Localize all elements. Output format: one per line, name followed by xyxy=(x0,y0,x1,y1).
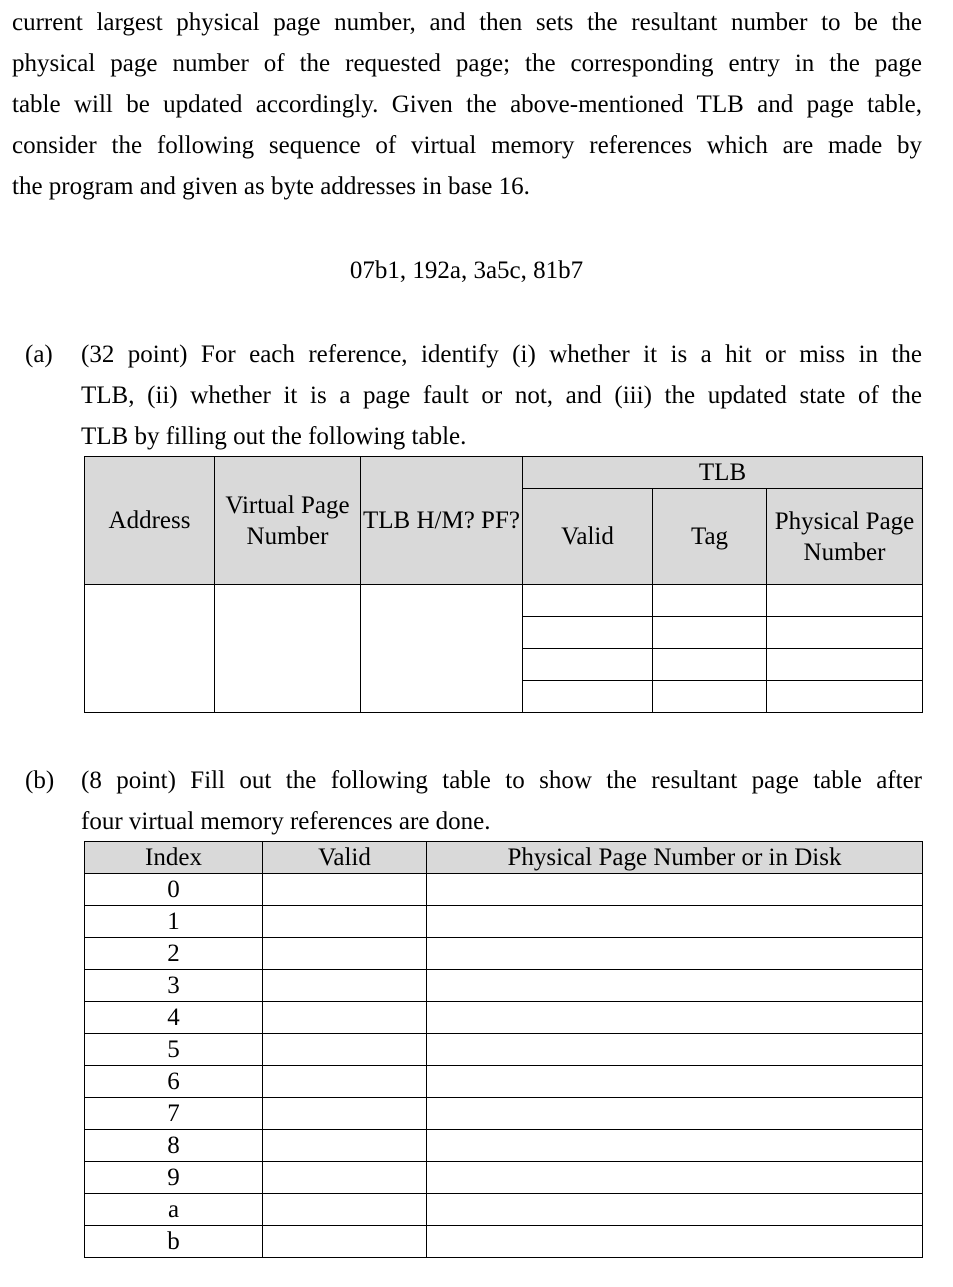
pt-ppn-cell[interactable] xyxy=(427,1002,923,1034)
tlb-valid-cell[interactable] xyxy=(523,681,653,713)
pt-index: 1 xyxy=(85,906,263,938)
tlb-valid-cell[interactable] xyxy=(523,585,653,617)
tlb-tag-cell[interactable] xyxy=(653,649,767,681)
tlb-valid-cell[interactable] xyxy=(523,649,653,681)
pt-ppn-cell[interactable] xyxy=(427,906,923,938)
table-row xyxy=(85,938,923,970)
pt-valid-cell[interactable] xyxy=(263,1034,427,1066)
pt-index: b xyxy=(85,1226,263,1258)
tlb-ppn-cell[interactable] xyxy=(767,617,923,649)
tlb-table xyxy=(84,456,923,713)
tlb-vpn-cell[interactable] xyxy=(215,585,361,713)
tlb-tag-cell[interactable] xyxy=(653,617,767,649)
pt-index: 7 xyxy=(85,1098,263,1130)
pt-valid-cell[interactable] xyxy=(263,1130,427,1162)
pt-ppn-cell[interactable] xyxy=(427,1130,923,1162)
pt-index: 4 xyxy=(85,1002,263,1034)
pt-ppn-cell[interactable] xyxy=(427,1226,923,1258)
pt-ppn-cell[interactable] xyxy=(427,874,923,906)
pt-index: 0 xyxy=(85,874,263,906)
tlb-col-ppn: Physical Page Number xyxy=(767,489,923,585)
part-b-label: (b) xyxy=(25,767,55,794)
pt-ppn-cell[interactable] xyxy=(427,1162,923,1194)
tlb-col-tag: Tag xyxy=(653,489,767,585)
pt-valid-cell[interactable] xyxy=(263,1194,427,1226)
tlb-tag-cell[interactable] xyxy=(653,681,767,713)
pt-valid-cell[interactable] xyxy=(263,970,427,1002)
tlb-col-address: Address xyxy=(85,457,215,585)
part-b-line: (8 point) Fill out the following table to show the resultant page table after xyxy=(81,767,922,794)
tlb-ppn-cell[interactable] xyxy=(767,649,923,681)
table-row xyxy=(85,1194,923,1226)
pt-index: 8 xyxy=(85,1130,263,1162)
table-row xyxy=(85,874,923,906)
table-row xyxy=(85,1066,923,1098)
table-row xyxy=(85,1162,923,1194)
pt-ppn-cell[interactable] xyxy=(427,1194,923,1226)
table-row xyxy=(85,1034,923,1066)
pt-col-index: Index xyxy=(85,842,263,874)
table-row xyxy=(85,1226,923,1258)
pt-valid-cell[interactable] xyxy=(263,874,427,906)
tlb-col-valid: Valid xyxy=(523,489,653,585)
tlb-col-vpn: Virtual Page Number xyxy=(215,457,361,585)
pt-ppn-cell[interactable] xyxy=(427,938,923,970)
address-sequence: 07b1, 192a, 3a5c, 81b7 xyxy=(349,257,584,284)
table-row xyxy=(85,906,923,938)
pt-index: 5 xyxy=(85,1034,263,1066)
pt-valid-cell[interactable] xyxy=(263,1066,427,1098)
part-b-line: four virtual memory references are done. xyxy=(81,808,491,835)
part-b-text xyxy=(81,760,922,842)
tlb-group-header: TLB xyxy=(523,457,923,489)
part-a-text xyxy=(81,334,922,457)
page-table xyxy=(84,841,923,1258)
pt-index: 2 xyxy=(85,938,263,970)
pt-valid-cell[interactable] xyxy=(263,1226,427,1258)
table-row xyxy=(85,1130,923,1162)
tlb-col-hm-pf: TLB H/M? PF? xyxy=(361,457,523,585)
pt-valid-cell[interactable] xyxy=(263,938,427,970)
pt-index: 9 xyxy=(85,1162,263,1194)
pt-ppn-cell[interactable] xyxy=(427,1034,923,1066)
pt-ppn-cell[interactable] xyxy=(427,1066,923,1098)
tlb-tag-cell[interactable] xyxy=(653,585,767,617)
pt-index: 3 xyxy=(85,970,263,1002)
part-a-line: TLB by filling out the following table. xyxy=(81,423,467,450)
pt-valid-cell[interactable] xyxy=(263,1002,427,1034)
intro-paragraph xyxy=(12,2,922,207)
tlb-address-cell[interactable] xyxy=(85,585,215,713)
pt-ppn-cell[interactable] xyxy=(427,970,923,1002)
tlb-ppn-cell[interactable] xyxy=(767,585,923,617)
intro-line: table will be updated accordingly. Given the above-mentioned TLB and page table, xyxy=(12,91,922,118)
table-row xyxy=(85,1098,923,1130)
pt-valid-cell[interactable] xyxy=(263,1098,427,1130)
tlb-valid-cell[interactable] xyxy=(523,617,653,649)
intro-line: the program and given as byte addresses in base 16. xyxy=(12,173,530,200)
pt-ppn-cell[interactable] xyxy=(427,1098,923,1130)
part-a-line: (32 point) For each reference, identify (i) whether it is a hit or miss in the xyxy=(81,341,922,368)
tlb-hm-pf-cell[interactable] xyxy=(361,585,523,713)
part-a-line: TLB, (ii) whether it is a page fault or not, and (iii) the updated state of the xyxy=(81,382,922,409)
table-row xyxy=(85,970,923,1002)
pt-index: 6 xyxy=(85,1066,263,1098)
part-a-label: (a) xyxy=(25,341,53,368)
pt-col-ppn: Physical Page Number or in Disk xyxy=(427,842,923,874)
table-row xyxy=(85,1002,923,1034)
intro-line: physical page number of the requested page; the corresponding entry in the page xyxy=(12,50,922,77)
pt-valid-cell[interactable] xyxy=(263,1162,427,1194)
intro-line: consider the following sequence of virtual memory references which are made by xyxy=(12,132,922,159)
pt-col-valid: Valid xyxy=(263,842,427,874)
pt-valid-cell[interactable] xyxy=(263,906,427,938)
pt-index: a xyxy=(85,1194,263,1226)
intro-line: current largest physical page number, and then sets the resultant number to be the xyxy=(12,9,922,36)
tlb-ppn-cell[interactable] xyxy=(767,681,923,713)
